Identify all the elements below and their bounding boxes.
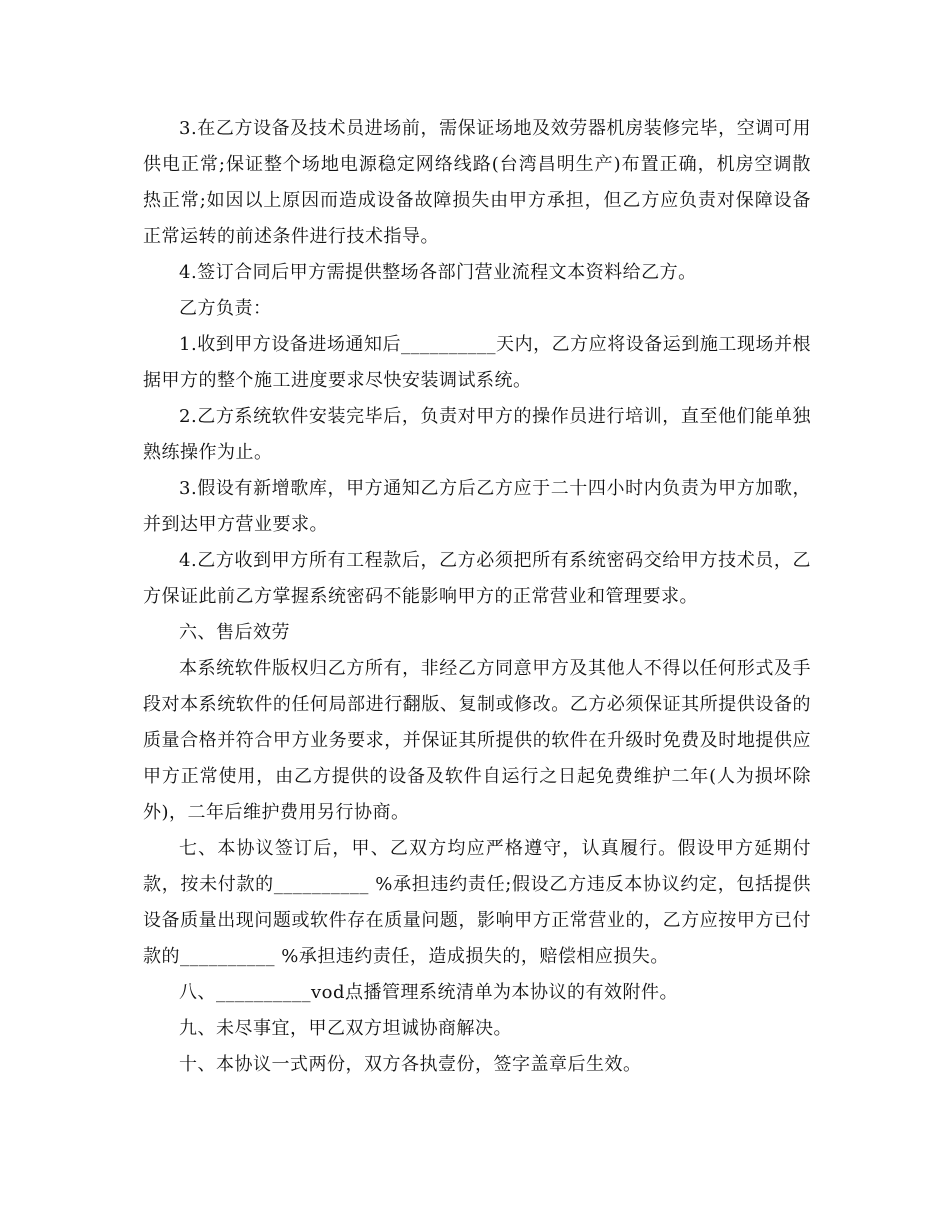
section-6-heading: 六、售后效劳 bbox=[179, 622, 290, 643]
party-b-responsibilities-heading: 乙方负责： bbox=[179, 298, 272, 319]
section-7-body: 七、本协议签订后，甲、乙双方均应严格遵守，认真履行。假设甲方延期付款，按未付款的__________ %承担违约责任;假设乙方违反本协议约定，包括提供设备质量出现问题或软件存在质量问题，影响甲方正常营业的，乙方应按甲方已付款的__________ %承担违约责任，造成损失的，赔偿相应损失。 bbox=[143, 838, 811, 967]
party-b-item-1: 1.收到甲方设备进场通知后__________天内，乙方应将设备运到施工现场并根据甲方的整个施工进度要求尽快安装调试系统。 bbox=[143, 334, 811, 391]
document-body bbox=[143, 111, 811, 1083]
clause-4-process-documents: 4.签订合同后甲方需提供整场各部门营业流程文本资料给乙方。 bbox=[179, 262, 697, 283]
party-b-item-4: 4.乙方收到甲方所有工程款后，乙方必须把所有系统密码交给甲方技术员，乙方保证此前乙方掌握系统密码不能影响甲方的正常营业和管理要求。 bbox=[143, 550, 811, 607]
section-8-body: 八、__________vod点播管理系统清单为本协议的有效附件。 bbox=[179, 982, 679, 1003]
section-6-body: 本系统软件版权归乙方所有，非经乙方同意甲方及其他人不得以任何形式及手段对本系统软件的任何局部进行翻版、复制或修改。乙方必须保证其所提供设备的质量合格并符合甲方业务要求，并保证其所提供的软件在升级时免费及时地提供应甲方正常使用，由乙方提供的设备及软件自运行之日起免费维护二年(人为损坏除外)，二年后维护费用另行协商。 bbox=[143, 658, 811, 823]
section-9-body: 九、未尽事宜，甲乙双方坦诚协商解决。 bbox=[179, 1018, 512, 1039]
party-b-item-3: 3.假设有新增歌库，甲方通知乙方后乙方应于二十四小时内负责为甲方加歌，并到达甲方营业要求。 bbox=[143, 478, 811, 535]
section-10-body: 十、本协议一式两份，双方各执壹份，签字盖章后生效。 bbox=[179, 1054, 642, 1075]
party-b-item-2: 2.乙方系统软件安装完毕后，负责对甲方的操作员进行培训，直至他们能单独熟练操作为止。 bbox=[143, 406, 811, 463]
clause-3-site-preparation: 3.在乙方设备及技术员进场前，需保证场地及效劳器机房装修完毕，空调可用供电正常;保证整个场地电源稳定网络线路(台湾昌明生产)布置正确，机房空调散热正常;如因以上原因而造成设备故障损失由甲方承担，但乙方应负责对保障设备正常运转的前述条件进行技术指导。 bbox=[143, 118, 811, 247]
